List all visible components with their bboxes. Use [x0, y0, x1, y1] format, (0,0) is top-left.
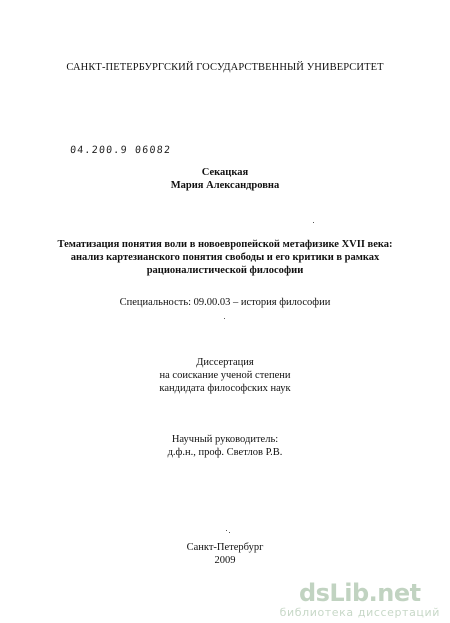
- specialty: Специальность: 09.00.03 – история философии: [119, 297, 331, 308]
- university-name: САНКТ-ПЕТЕРБУРГСКИЙ ГОСУДАРСТВЕННЫЙ УНИВЕРСИТЕТ: [66, 62, 384, 73]
- dissertation-label: Диссертация: [196, 357, 254, 368]
- thesis-title-line-2: анализ картезианского понятия свободы и его критики в рамках: [70, 252, 380, 263]
- archive-stamp-number: 04.200.9 06082: [69, 145, 172, 156]
- year: 2009: [214, 555, 236, 566]
- watermark-logo: dsLib.net: [298, 579, 421, 607]
- author-surname: Секацкая: [201, 167, 249, 178]
- scan-speck: [229, 532, 230, 533]
- author-name: Мария Александровна: [170, 180, 280, 191]
- supervisor-label: Научный руководитель:: [171, 434, 279, 445]
- thesis-title-line-3: рационалистической философии: [146, 265, 304, 276]
- scan-speck: [313, 222, 314, 223]
- watermark-subtitle: библиотека диссертаций: [279, 606, 440, 619]
- supervisor-name: д.ф.н., проф. Светлов Р.В.: [167, 447, 283, 458]
- degree-purpose: на соискание ученой степени: [159, 370, 291, 381]
- scan-speck: [226, 530, 227, 531]
- thesis-title-line-1: Тематизация понятия воли в новоевропейской метафизике XVII века:: [57, 239, 393, 250]
- city: Санкт-Петербург: [186, 542, 264, 553]
- scan-speck: [224, 318, 225, 319]
- degree-name: кандидата философских наук: [159, 383, 291, 394]
- dslib-watermark: [280, 580, 440, 619]
